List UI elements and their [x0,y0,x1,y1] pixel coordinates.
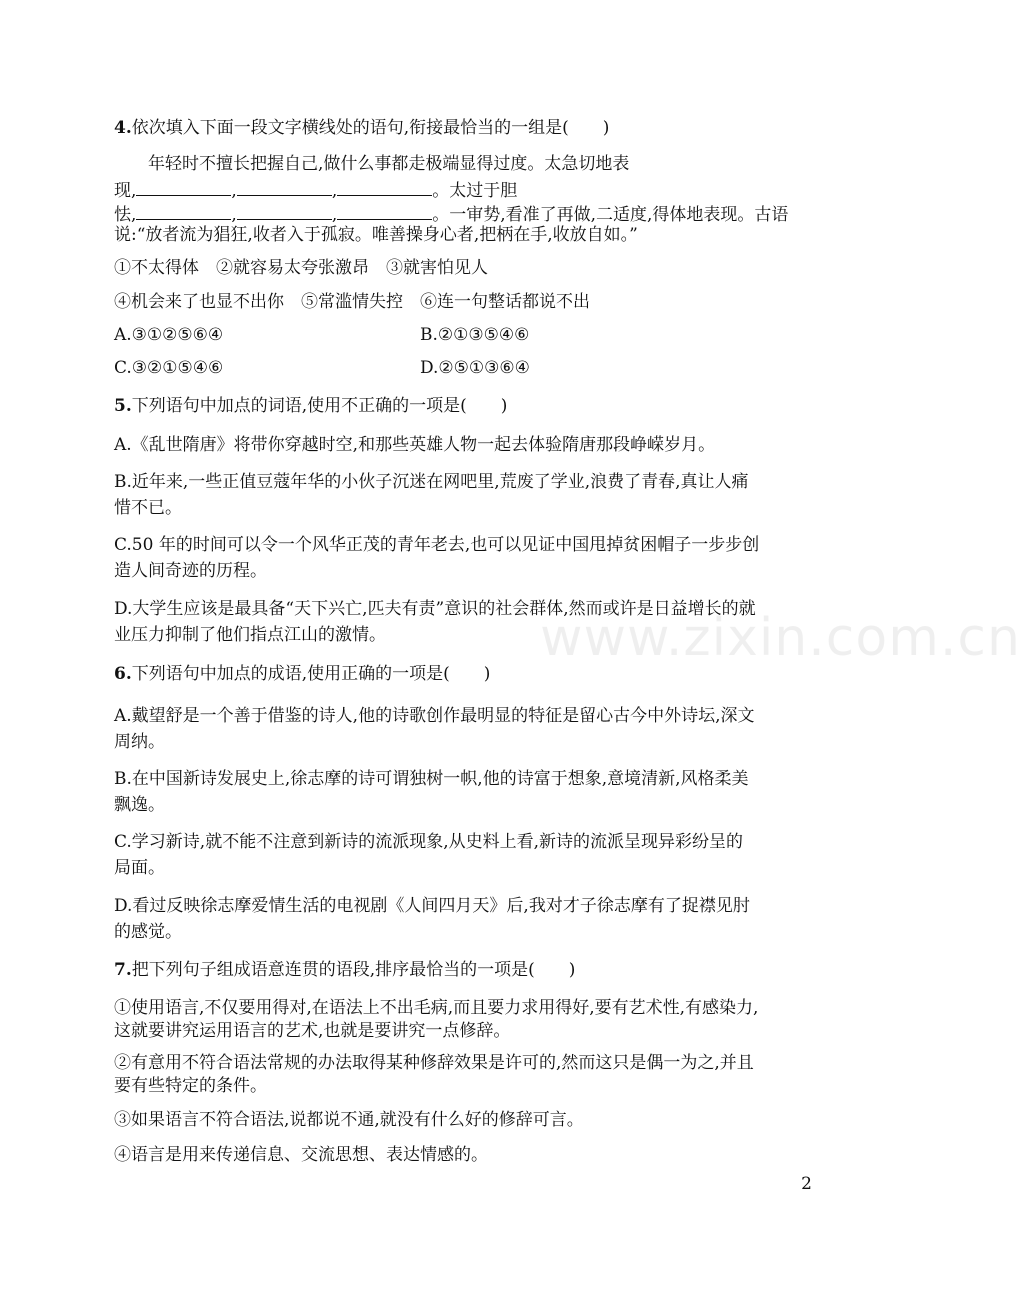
q4-items-line-2: ④机会来了也显不出你 ⑤常滥情失控 ⑥连一句整话都说不出 [114,292,590,312]
q4-stem [114,116,609,140]
q4-option-d: D.②⑤①③⑥④ [420,358,530,378]
q5-option-a: A.《乱世隋唐》将带你穿越时空,和那些英雄人物一起去体验隋唐那段峥嵘岁月。 [114,435,716,455]
q4-passage-text: 。一审势,看准了再做,二适度,得体地表现。古语 [432,205,789,225]
q6-option-a-line-1: A.戴望舒是一个善于借鉴的诗人,他的诗歌创作最明显的特征是留心古今中外诗坛,深文 [114,706,755,726]
q4-passage-text: 。太过于胆 [432,181,518,201]
q7-stem-text: 把下列句子组成语意连贯的语段,排序最恰当的一项是( ) [131,960,576,980]
q6-option-c-line-1: C.学习新诗,就不能不注意到新诗的流派现象,从史料上看,新诗的流派呈现异彩纷呈的 [114,832,744,852]
q7-sentence-2-line-1: ②有意用不符合语法常规的办法取得某种修辞效果是许可的,然而这只是偶一为之,并且 [114,1053,754,1073]
blank-separator: , [231,181,237,201]
q7-stem [114,958,575,982]
q4-passage-line-2 [114,177,517,203]
q5-option-c-line-1: C.50 年的时间可以令一个风华正茂的青年老去,也可以见证中国甩掉贫困帽子一步步创 [114,535,760,555]
q5-number: 5. [114,396,132,416]
q6-option-b-line-2: 飘逸。 [114,795,165,815]
blank-5 [237,201,332,220]
q6-option-d-line-2: 的感觉。 [114,922,182,942]
q6-option-b-line-1: B.在中国新诗发展史上,徐志摩的诗可谓独树一帜,他的诗富于想象,意境清新,风格柔美 [114,769,749,789]
q7-sentence-3: ③如果语言不符合语法,说都说不通,就没有什么好的修辞可言。 [114,1110,584,1130]
blank-3 [337,177,432,196]
q5-stem-text: 下列语句中加点的词语,使用不正确的一项是( ) [131,396,508,416]
q6-stem-text: 下列语句中加点的成语,使用正确的一项是( ) [131,664,491,684]
q5-option-b-line-1: B.近年来,一些正值豆蔻年华的小伙子沉迷在网吧里,荒废了学业,浪费了青春,真让人痛 [114,472,749,492]
q4-items-line-1: ①不太得体 ②就容易太夸张激昂 ③就害怕见人 [114,258,488,278]
q5-stem [114,394,507,418]
q5-option-b-line-2: 惜不已。 [114,498,182,518]
q4-passage-text: 现, [114,181,137,201]
q6-option-a-line-2: 周纳。 [114,732,165,752]
q4-passage-text: 怯, [114,205,137,225]
q6-option-d-line-1: D.看过反映徐志摩爱情生活的电视剧《人间四月天》后,我对才子徐志摩有了捉襟见肘 [114,896,750,916]
blank-separator: , [331,205,338,225]
blank-separator: , [231,205,237,225]
q7-number: 7. [114,960,132,980]
q5-option-d-line-2: 业压力抑制了他们指点江山的激情。 [114,625,386,645]
q4-option-c: C.③②①⑤④⑥ [114,358,224,378]
q6-option-c-line-2: 局面。 [114,858,165,878]
q4-option-a: A.③①②⑤⑥④ [114,325,224,345]
q7-sentence-2-line-2: 要有些特定的条件。 [114,1076,267,1096]
watermark: www.zixin.com.cn [540,608,1021,668]
q7-sentence-1-line-1: ①使用语言,不仅要用得对,在语法上不出毛病,而且要力求用得好,要有艺术性,有感染力, [114,998,759,1018]
blank-6 [337,201,432,220]
q6-number: 6. [114,664,132,684]
blank-4 [136,201,231,220]
q6-stem [114,662,490,686]
q4-passage-line-4: 说:“放者流为猖狂,收者入于孤寂。唯善操身心者,把柄在手,收放自如。” [114,225,638,245]
q4-number: 4. [114,118,132,138]
blank-1 [136,177,231,196]
q7-sentence-1-line-2: 这就要讲究运用语言的艺术,也就是要讲究一点修辞。 [114,1021,511,1041]
blank-2 [237,177,332,196]
q5-option-d-line-1: D.大学生应该是最具备“天下兴亡,匹夫有责”意识的社会群体,然而或许是日益增长的就 [114,599,756,619]
q4-option-b: B.②①③⑤④⑥ [420,325,530,345]
page-number: 2 [801,1174,812,1194]
q5-option-c-line-2: 造人间奇迹的历程。 [114,561,267,581]
q7-sentence-4: ④语言是用来传递信息、交流思想、表达情感的。 [114,1145,488,1165]
q4-stem-text: 依次填入下面一段文字横线处的语句,衔接最恰当的一组是( ) [131,118,610,138]
q4-passage-line-1: 年轻时不擅长把握自己,做什么事都走极端显得过度。太急切地表 [148,154,630,174]
blank-separator: , [331,181,338,201]
